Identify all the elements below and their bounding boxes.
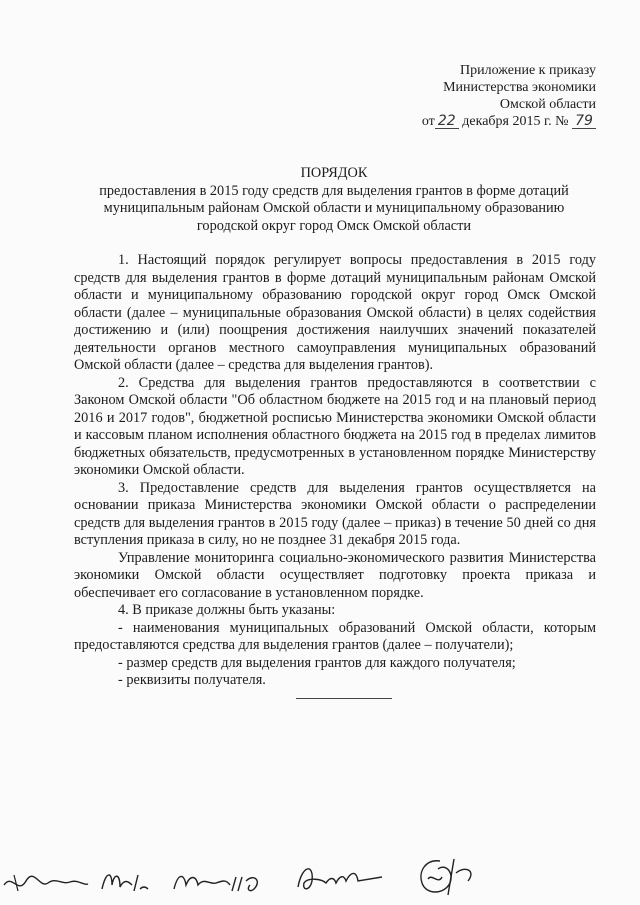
date-rest: декабря 2015 г. № bbox=[462, 114, 569, 129]
list-item-amounts: - размер средств для выделения грантов для каждого получателя; bbox=[118, 654, 516, 671]
signature-1 bbox=[0, 855, 90, 899]
title-heading: ПОРЯДОК bbox=[300, 165, 368, 181]
title-line-2: муниципальным районам Омской области и муниципальному образованию bbox=[103, 200, 565, 216]
paragraph-1: 1. Настоящий порядок регулирует вопросы предоставления в 2015 году средств для выделения грантов в форме дотаций муниципальным районам Омской области и муниципальному образованию городской округ город Омск Омской области (далее – муниципальные образования Омской области) в целях содействия достижению и (или) поощрения достижения наилучших значений показателей деятельности органов местного самоуправления муниципальных образований Омской области (далее – средства для выделения грантов). bbox=[74, 252, 596, 373]
paragraph-2: 2. Средства для выделения грантов предоставляются в соответствии с Законом Омской области "Об областном бюджете на 2015 год и на плановый период 2016 и 2017 годов", бюджетной росписью Министерства экономики Омской области и кассовым планом исполнения областного бюджета на 2015 год в пределах лимитов бюджетных обязательств, предусмотренных в установленном порядке Министерству экономики Омской области. bbox=[74, 374, 596, 478]
paragraph-3-continued: Управление мониторинга социально-экономического развития Министерства экономики Омской области осуществляет подготовку проекта приказа и обеспечивает его согласование в установленном порядке. bbox=[74, 549, 596, 601]
title-line-1: предоставления в 2015 году средств для выделения грантов в форме дотаций bbox=[99, 182, 569, 199]
approval-line-2: Министерства экономики bbox=[443, 80, 596, 95]
approval-line-1: Приложение к приказу bbox=[460, 63, 596, 78]
document-body bbox=[74, 252, 596, 690]
approval-date-line bbox=[336, 113, 596, 130]
list-item-details: - реквизиты получателя. bbox=[118, 672, 266, 688]
approval-line-3: Омской области bbox=[499, 97, 596, 112]
signature-4 bbox=[292, 855, 392, 899]
date-prefix: от bbox=[421, 114, 435, 129]
signature-2 bbox=[98, 855, 158, 899]
signature-5 bbox=[410, 855, 480, 899]
document-title bbox=[60, 165, 608, 235]
end-divider bbox=[296, 698, 392, 699]
signature-3 bbox=[170, 855, 270, 899]
list-item-names: - наименования муниципальных образований Омской области, которым предоставляются средства для выделения грантов (далее – получатели); bbox=[74, 619, 596, 653]
paragraph-4: 4. В приказе должны быть указаны: bbox=[118, 602, 336, 618]
paragraph-3: 3. Предоставление средств для выделения грантов осуществляется на основании приказа Министерства экономики Омской области о распределении средств для выделения грантов в 2015 году (далее – приказ) в течение 50 дней со дня вступления приказа в силу, но не позднее 31 декабря 2015 года. bbox=[74, 479, 596, 548]
approval-block bbox=[336, 62, 596, 130]
handwritten-order-number: 79 bbox=[572, 114, 596, 129]
title-line-3: городской округ город Омск Омской области bbox=[196, 217, 472, 234]
handwritten-day: 22 bbox=[435, 114, 459, 129]
